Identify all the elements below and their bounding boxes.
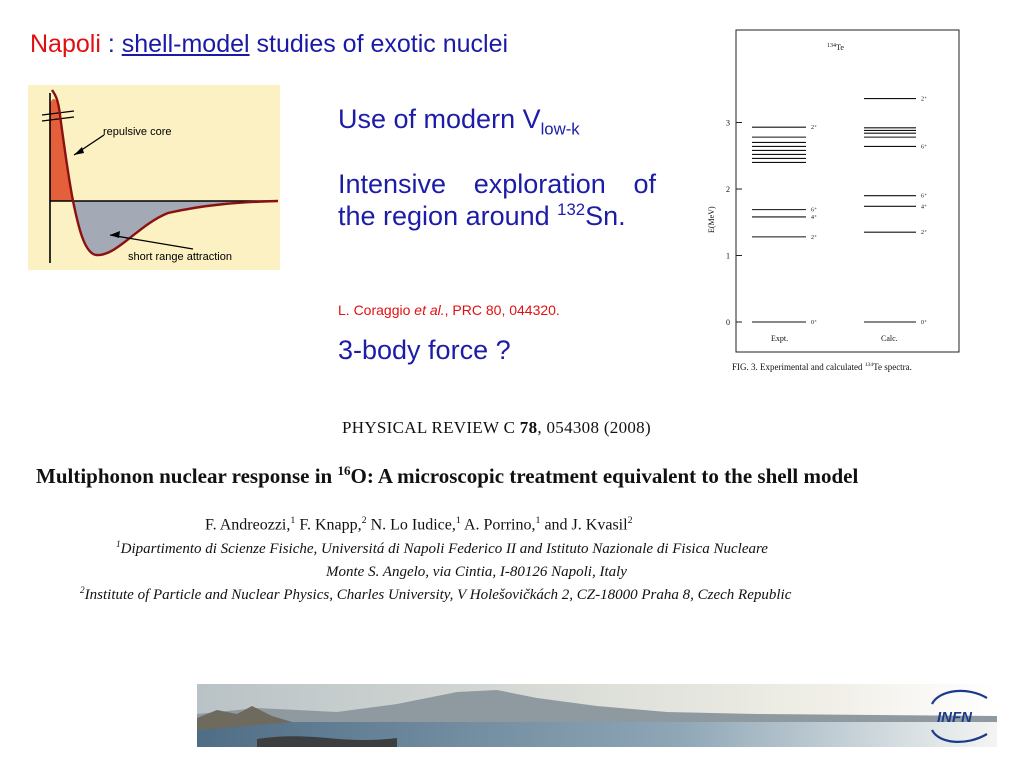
affiliation-1-line2: Monte S. Angelo, via Cintia, I-80126 Napoli, Italy: [326, 564, 627, 580]
reference-author: L. Coraggio: [338, 302, 415, 318]
spectrum-y-tick-label: 0: [726, 318, 730, 327]
spectrum-y-tick-label: 2: [726, 185, 730, 194]
author-name: and J. Kvasil: [540, 516, 628, 534]
affiliation-1: [116, 540, 768, 558]
spectrum-nucleus-label: $^{134}$Te: [827, 43, 844, 52]
spectrum-frame: [736, 30, 959, 352]
reference-coraggio: [338, 302, 560, 318]
author-name: A. Porrino,: [460, 516, 536, 534]
journal-page: , 054308 (2008): [537, 418, 651, 437]
infn-logo: INFN: [937, 709, 972, 726]
bullet-vlowk-sub: low-k: [540, 119, 580, 139]
calc-level-label: 6⁺: [921, 193, 928, 200]
title-rest: studies of exotic nuclei: [249, 30, 509, 58]
author-aff: 1: [455, 515, 461, 526]
author-name: F. Knapp,: [295, 516, 362, 534]
bullet-vlowk: [338, 103, 580, 139]
title-shell-model: shell-model: [121, 30, 250, 58]
author-name: N. Lo Iudice,: [366, 516, 456, 534]
paper-authors: [205, 515, 633, 534]
affiliation-1-num: 1: [116, 540, 121, 550]
spectrum-ylabel: E(MeV): [707, 206, 716, 233]
author-aff: 1: [290, 515, 296, 526]
title-napoli: Napoli: [30, 30, 101, 58]
expt-level-label: 2⁺: [811, 125, 818, 132]
bullet-vlowk-text: Use of modern V: [338, 104, 541, 134]
affiliation-2-line: Institute of Particle and Nuclear Physics, Charles University, V Holešovičkách 2, CZ-18000 Praha 8, Czech Republic: [84, 587, 792, 603]
author-aff: 1: [535, 515, 541, 526]
spectrum-calc-label: Calc.: [881, 334, 898, 343]
bullet-three-body: 3-body force ?: [338, 335, 511, 365]
author-aff: 2: [361, 515, 367, 526]
calc-level-label: 0⁺: [921, 320, 928, 326]
reference-rest: , PRC 80, 044320.: [444, 302, 560, 318]
calc-level-label: 6⁺: [921, 144, 928, 151]
author-aff: 2: [627, 515, 633, 526]
expt-level-label: 0⁺: [811, 320, 818, 326]
affiliation-2-num: 2: [80, 586, 85, 596]
nuclear-potential-figure: [28, 85, 280, 270]
spectrum-caption-post: Te spectra.: [873, 362, 912, 372]
te134-spectrum-figure: [700, 28, 970, 378]
slide-title: [30, 30, 508, 59]
expt-level-label: 6⁺: [811, 207, 818, 214]
author-name: F. Andreozzi,: [205, 516, 291, 534]
journal-volume: 78: [519, 418, 538, 437]
expt-level-label: 2⁺: [811, 234, 818, 241]
spectrum-y-tick-label: 1: [726, 251, 730, 261]
label-short-range-attraction: short range attraction: [128, 251, 232, 263]
calc-level-label: 4⁺: [921, 204, 928, 211]
spectrum-caption-pre: FIG. 3. Experimental and calculated: [732, 362, 865, 372]
bullet-exploration: [338, 168, 656, 233]
naples-bay-banner: [197, 684, 997, 747]
journal-name: PHYSICAL REVIEW C: [342, 418, 520, 437]
bullet-exploration-sup: 132: [557, 200, 586, 220]
reference-etal: et al.: [414, 302, 445, 318]
journal-line: [342, 418, 651, 438]
bullet-exploration-text: Intensive exploration of the region around: [338, 169, 656, 232]
calc-level-label: 2⁺: [921, 230, 928, 237]
paper-title-pre: Multiphonon nuclear response in: [36, 464, 338, 488]
spectrum-caption-sup: 134: [864, 362, 874, 368]
bullet-exploration-end: Sn.: [585, 201, 626, 232]
paper-title-post: O: A microscopic treatment equivalent to the shell model: [350, 464, 859, 488]
affiliation-1-line1: Dipartimento di Scienze Fisiche, Universitá di Napoli Federico II and Istituto Nazionale di Fisica Nucleare: [120, 541, 768, 557]
spectrum-y-tick-label: 3: [726, 118, 730, 128]
expt-level-label: 4⁺: [811, 214, 818, 221]
label-repulsive-core: repulsive core: [103, 126, 172, 138]
spectrum-caption: [732, 362, 912, 372]
affiliation-2: [80, 586, 791, 604]
paper-title: [36, 463, 858, 489]
spectrum-expt-label: Expt.: [771, 334, 789, 343]
title-separator: :: [100, 30, 122, 58]
paper-title-sup: 16: [337, 463, 351, 478]
calc-level-label: 2⁺: [921, 96, 928, 103]
